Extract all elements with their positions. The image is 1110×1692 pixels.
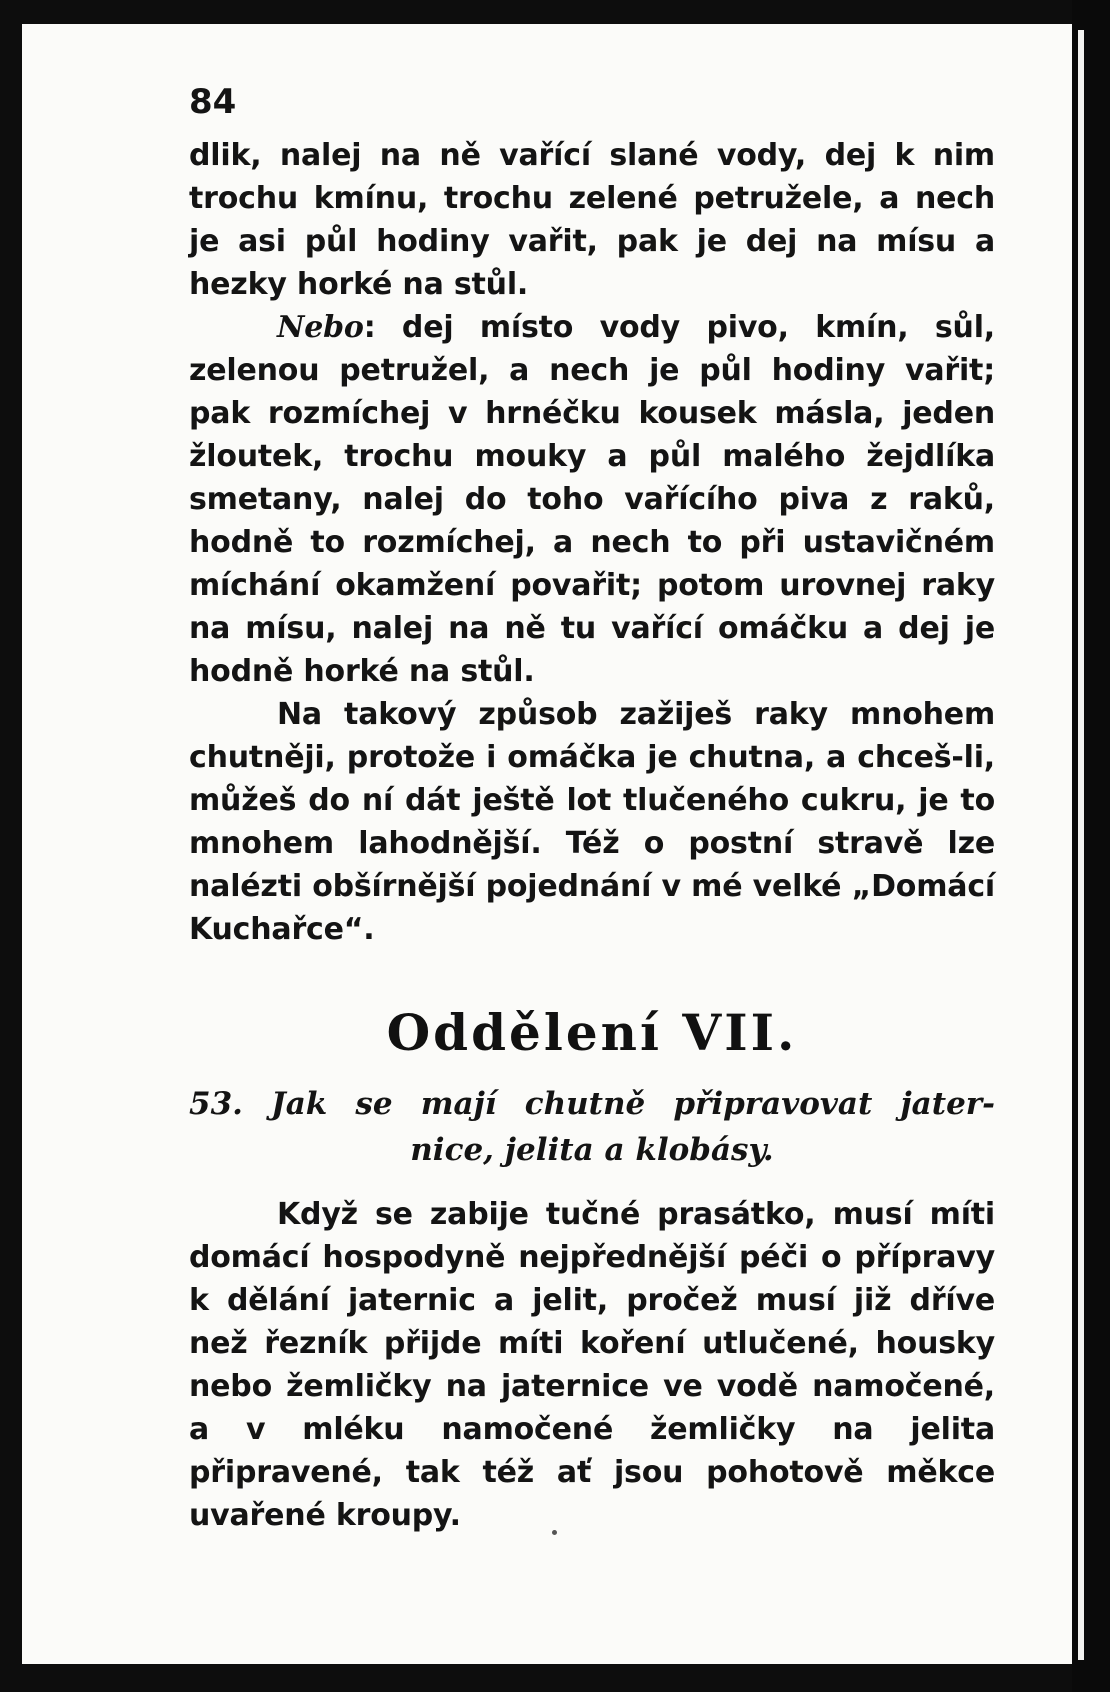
paragraph-nebo [189,306,995,693]
paragraph-body: : dej místo vody pivo, kmín, sůl, zelenou petružel, a nech je půl hodiny vařit; pak rozmíchej v hrnéčku kousek másla, jeden žloutek, trochu mouky a půl malého žejdlíka smetany, nalej do toho vařícího piva z raků, hodně to rozmíchej, a nech to při ustavičném míchání okamžení povařit; potom urovnej raky na mísu, nalej na ně tu vařící omáčku a dej je hodně horké na stůl. [189,310,995,689]
page-content [189,74,995,1537]
paragraph-lead-word: Nebo [277,310,364,345]
section-heading: Oddělení VII. [386,1003,798,1062]
recipe-title-line2: nice, jelita a klobásy. [410,1132,774,1168]
paragraph-conclusion: Na takový způsob zažiješ raky mnohem chutněji, protože i omáčka je chutna, a chceš-li, můžeš do ní dát ještě lot tlučeného cukru, je to mnohem lahodnější. Též o postní stravě lze nalézti obšírnější pojednání v mé velké „Domácí Kuchařce“. [189,697,995,947]
recipe-body: Když se zabije tučné prasátko, musí míti domácí hospodyně nejpřednější péči o přípravy k dělání jaternic a jelit, pročež musí již dříve než řezník přijde míti koření utlučené, housky nebo žemličky na jaternice ve vodě namočené, a v mléku namočené žemličky na jelita připravené, tak též ať jsou pohotově měkce uvařené kroupy. [189,1197,995,1533]
adjacent-page-edge [1078,30,1084,1660]
recipe-title-line1: 53. Jak se mají chutně připravovat jater- [189,1086,995,1122]
paragraph-continuation: dlik, nalej na ně vařící slané vody, dej k nim trochu kmínu, trochu zelené petružele, a nech je asi půl hodiny vařit, pak je dej na mísu a hezky horké na stůl. [189,138,995,302]
scan-speck [552,1530,557,1535]
recipe-title [189,1081,995,1173]
page-number: 84 [189,82,237,122]
